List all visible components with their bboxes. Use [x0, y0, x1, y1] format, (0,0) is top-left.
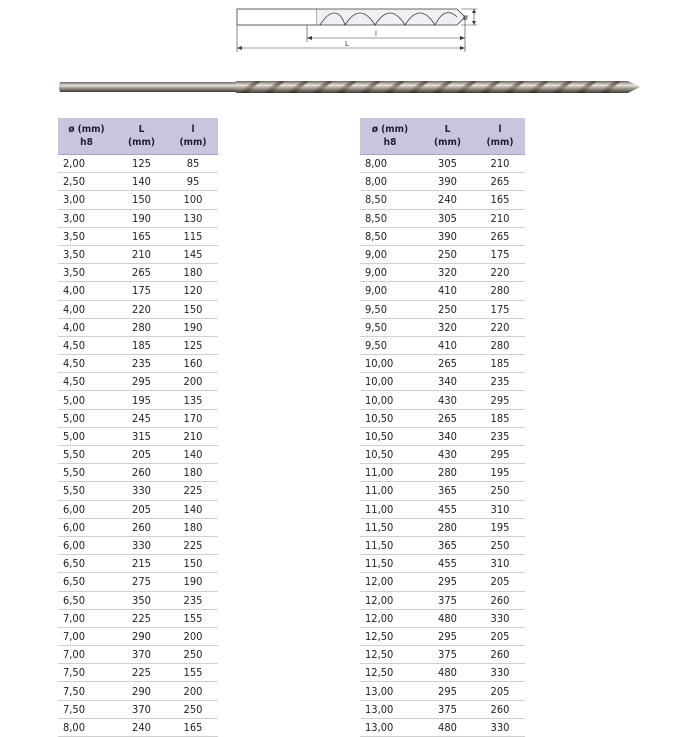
cell-total-length: 320 — [420, 318, 475, 336]
table-row — [58, 446, 218, 464]
cell-flute-length: 235 — [475, 427, 525, 445]
cell-diameter: 4,00 — [58, 282, 115, 300]
table-row — [360, 718, 525, 736]
table-row — [360, 573, 525, 591]
cell-flute-length: 310 — [475, 500, 525, 518]
cell-total-length: 295 — [420, 573, 475, 591]
cell-total-length: 370 — [115, 700, 168, 718]
table-row — [360, 446, 525, 464]
cell-flute-length: 155 — [168, 664, 218, 682]
cell-diameter: 6,50 — [58, 573, 115, 591]
cell-flute-length: 140 — [168, 500, 218, 518]
table-row — [360, 209, 525, 227]
cell-diameter: 7,00 — [58, 646, 115, 664]
cell-diameter: 9,00 — [360, 245, 420, 263]
table-row — [360, 682, 525, 700]
cell-flute-length: 235 — [475, 373, 525, 391]
cell-total-length: 320 — [420, 264, 475, 282]
table-row — [58, 682, 218, 700]
overall-length-label: L — [345, 40, 349, 48]
cell-diameter: 6,00 — [58, 518, 115, 536]
cell-flute-length: 170 — [168, 409, 218, 427]
cell-flute-length: 185 — [475, 355, 525, 373]
cell-diameter: 11,00 — [360, 464, 420, 482]
cell-total-length: 215 — [115, 555, 168, 573]
cell-total-length: 370 — [115, 646, 168, 664]
cell-diameter: 8,50 — [360, 227, 420, 245]
table-row — [58, 664, 218, 682]
cell-flute-length: 140 — [168, 446, 218, 464]
cell-flute-length: 195 — [475, 518, 525, 536]
cell-total-length: 150 — [115, 191, 168, 209]
cell-total-length: 390 — [420, 227, 475, 245]
cell-total-length: 235 — [115, 355, 168, 373]
cell-flute-length: 295 — [475, 391, 525, 409]
cell-total-length: 225 — [115, 609, 168, 627]
cell-total-length: 410 — [420, 336, 475, 354]
drill-size-table-left — [58, 118, 218, 737]
table-row — [360, 464, 525, 482]
cell-flute-length: 250 — [475, 482, 525, 500]
cell-flute-length: 220 — [475, 264, 525, 282]
cell-flute-length: 330 — [475, 609, 525, 627]
cell-total-length: 330 — [115, 536, 168, 554]
table-row — [58, 373, 218, 391]
cell-diameter: 6,00 — [58, 536, 115, 554]
header-total-length: L (mm) — [115, 118, 168, 155]
cell-diameter: 11,50 — [360, 536, 420, 554]
table-row — [58, 409, 218, 427]
cell-flute-length: 235 — [168, 591, 218, 609]
table-row — [360, 627, 525, 645]
table-row — [58, 464, 218, 482]
cell-total-length: 220 — [115, 300, 168, 318]
cell-flute-length: 265 — [475, 227, 525, 245]
cell-diameter: 7,50 — [58, 700, 115, 718]
table-header-row — [360, 118, 525, 155]
cell-flute-length: 295 — [475, 446, 525, 464]
cell-flute-length: 190 — [168, 573, 218, 591]
table-row — [360, 536, 525, 554]
table-row — [58, 191, 218, 209]
cell-diameter: 13,00 — [360, 682, 420, 700]
cell-flute-length: 115 — [168, 227, 218, 245]
cell-total-length: 480 — [420, 609, 475, 627]
cell-diameter: 4,00 — [58, 318, 115, 336]
cell-total-length: 295 — [115, 373, 168, 391]
cell-flute-length: 330 — [475, 664, 525, 682]
table-row — [58, 500, 218, 518]
cell-flute-length: 100 — [168, 191, 218, 209]
cell-total-length: 205 — [115, 500, 168, 518]
table-row — [360, 555, 525, 573]
cell-flute-length: 205 — [475, 573, 525, 591]
cell-flute-length: 210 — [475, 209, 525, 227]
cell-flute-length: 250 — [168, 700, 218, 718]
cell-diameter: 11,00 — [360, 500, 420, 518]
cell-flute-length: 225 — [168, 536, 218, 554]
table-row — [58, 555, 218, 573]
table-row — [58, 536, 218, 554]
table-row — [58, 318, 218, 336]
table-row — [58, 718, 218, 736]
cell-total-length: 250 — [420, 300, 475, 318]
cell-flute-length: 150 — [168, 555, 218, 573]
cell-flute-length: 220 — [475, 318, 525, 336]
cell-flute-length: 190 — [168, 318, 218, 336]
cell-flute-length: 205 — [475, 627, 525, 645]
cell-total-length: 375 — [420, 646, 475, 664]
cell-total-length: 240 — [115, 718, 168, 736]
table-row — [58, 282, 218, 300]
cell-diameter: 5,00 — [58, 409, 115, 427]
cell-diameter: 11,50 — [360, 518, 420, 536]
cell-diameter: 10,00 — [360, 355, 420, 373]
cell-total-length: 265 — [115, 264, 168, 282]
cell-diameter: 11,00 — [360, 482, 420, 500]
cell-total-length: 305 — [420, 155, 475, 173]
flute-length-label: l — [375, 30, 377, 38]
cell-flute-length: 265 — [475, 173, 525, 191]
cell-flute-length: 250 — [475, 536, 525, 554]
cell-total-length: 340 — [420, 427, 475, 445]
cell-total-length: 240 — [420, 191, 475, 209]
cell-diameter: 8,00 — [58, 718, 115, 736]
cell-diameter: 5,50 — [58, 482, 115, 500]
cell-flute-length: 185 — [475, 409, 525, 427]
table-row — [58, 482, 218, 500]
cell-total-length: 375 — [420, 700, 475, 718]
cell-flute-length: 330 — [475, 718, 525, 736]
cell-flute-length: 125 — [168, 336, 218, 354]
table-row — [58, 355, 218, 373]
cell-flute-length: 145 — [168, 245, 218, 263]
table-row — [58, 427, 218, 445]
cell-flute-length: 135 — [168, 391, 218, 409]
cell-diameter: 9,50 — [360, 300, 420, 318]
cell-total-length: 280 — [115, 318, 168, 336]
cell-diameter: 13,00 — [360, 718, 420, 736]
cell-diameter: 3,50 — [58, 245, 115, 263]
cell-flute-length: 225 — [168, 482, 218, 500]
cell-total-length: 295 — [420, 627, 475, 645]
cell-total-length: 265 — [420, 355, 475, 373]
table-row — [58, 300, 218, 318]
cell-total-length: 295 — [420, 682, 475, 700]
cell-total-length: 280 — [420, 464, 475, 482]
cell-diameter: 4,50 — [58, 355, 115, 373]
cell-total-length: 210 — [115, 245, 168, 263]
cell-total-length: 260 — [115, 518, 168, 536]
cell-total-length: 330 — [115, 482, 168, 500]
cell-flute-length: 260 — [475, 591, 525, 609]
cell-diameter: 10,50 — [360, 409, 420, 427]
table-row — [58, 573, 218, 591]
cell-diameter: 12,00 — [360, 591, 420, 609]
cell-total-length: 350 — [115, 591, 168, 609]
cell-diameter: 10,50 — [360, 427, 420, 445]
table-row — [58, 173, 218, 191]
cell-flute-length: 180 — [168, 264, 218, 282]
cell-flute-length: 175 — [475, 245, 525, 263]
cell-diameter: 13,00 — [360, 700, 420, 718]
cell-diameter: 6,50 — [58, 555, 115, 573]
table-row — [58, 700, 218, 718]
table-row — [58, 646, 218, 664]
cell-flute-length: 85 — [168, 155, 218, 173]
cell-total-length: 225 — [115, 664, 168, 682]
cell-diameter: 12,00 — [360, 573, 420, 591]
table-row — [58, 227, 218, 245]
cell-diameter: 3,00 — [58, 209, 115, 227]
cell-total-length: 480 — [420, 718, 475, 736]
cell-diameter: 8,00 — [360, 173, 420, 191]
cell-flute-length: 260 — [475, 646, 525, 664]
cell-total-length: 375 — [420, 591, 475, 609]
cell-diameter: 4,50 — [58, 373, 115, 391]
table-row — [360, 264, 525, 282]
cell-flute-length: 150 — [168, 300, 218, 318]
cell-flute-length: 260 — [475, 700, 525, 718]
table-row — [360, 373, 525, 391]
cell-diameter: 12,50 — [360, 646, 420, 664]
cell-total-length: 250 — [420, 245, 475, 263]
cell-flute-length: 165 — [475, 191, 525, 209]
cell-flute-length: 210 — [168, 427, 218, 445]
cell-diameter: 12,00 — [360, 609, 420, 627]
cell-diameter: 9,50 — [360, 318, 420, 336]
cell-diameter: 4,50 — [58, 336, 115, 354]
table-row — [360, 155, 525, 173]
cell-total-length: 205 — [115, 446, 168, 464]
table-row — [360, 518, 525, 536]
cell-diameter: 3,50 — [58, 227, 115, 245]
cell-diameter: 10,50 — [360, 446, 420, 464]
table-row — [360, 282, 525, 300]
table-row — [360, 591, 525, 609]
cell-total-length: 390 — [420, 173, 475, 191]
cell-total-length: 260 — [115, 464, 168, 482]
cell-total-length: 365 — [420, 482, 475, 500]
cell-diameter: 2,00 — [58, 155, 115, 173]
table-row — [58, 209, 218, 227]
table-row — [58, 264, 218, 282]
cell-flute-length: 175 — [475, 300, 525, 318]
cell-total-length: 430 — [420, 446, 475, 464]
table-row — [360, 609, 525, 627]
cell-flute-length: 160 — [168, 355, 218, 373]
cell-diameter: 6,00 — [58, 500, 115, 518]
table-row — [360, 482, 525, 500]
cell-diameter: 7,50 — [58, 682, 115, 700]
cell-total-length: 290 — [115, 682, 168, 700]
table-row — [58, 155, 218, 173]
table-row — [360, 391, 525, 409]
table-row — [360, 300, 525, 318]
table-row — [58, 336, 218, 354]
cell-total-length: 340 — [420, 373, 475, 391]
cell-flute-length: 155 — [168, 609, 218, 627]
table-header-row — [58, 118, 218, 155]
cell-flute-length: 130 — [168, 209, 218, 227]
cell-total-length: 480 — [420, 664, 475, 682]
cell-flute-length: 200 — [168, 682, 218, 700]
table-row — [360, 409, 525, 427]
cell-diameter: 8,00 — [360, 155, 420, 173]
cell-flute-length: 180 — [168, 464, 218, 482]
cell-total-length: 125 — [115, 155, 168, 173]
header-diameter: ø (mm) h8 — [58, 118, 115, 155]
cell-diameter: 8,50 — [360, 191, 420, 209]
cell-diameter: 6,50 — [58, 591, 115, 609]
cell-flute-length: 280 — [475, 336, 525, 354]
cell-diameter: 3,50 — [58, 264, 115, 282]
cell-flute-length: 200 — [168, 627, 218, 645]
table-row — [360, 318, 525, 336]
cell-diameter: 9,00 — [360, 264, 420, 282]
cell-flute-length: 195 — [475, 464, 525, 482]
cell-total-length: 305 — [420, 209, 475, 227]
cell-diameter: 4,00 — [58, 300, 115, 318]
cell-flute-length: 310 — [475, 555, 525, 573]
table-row — [58, 245, 218, 263]
header-total-length: L (mm) — [420, 118, 475, 155]
table-row — [58, 609, 218, 627]
cell-flute-length: 205 — [475, 682, 525, 700]
cell-diameter: 10,00 — [360, 391, 420, 409]
table-row — [360, 245, 525, 263]
cell-diameter: 3,00 — [58, 191, 115, 209]
cell-diameter: 10,00 — [360, 373, 420, 391]
cell-flute-length: 120 — [168, 282, 218, 300]
cell-total-length: 165 — [115, 227, 168, 245]
cell-total-length: 455 — [420, 500, 475, 518]
cell-diameter: 7,00 — [58, 609, 115, 627]
cell-diameter: 7,00 — [58, 627, 115, 645]
cell-diameter: 9,00 — [360, 282, 420, 300]
header-flute-length: l (mm) — [168, 118, 218, 155]
cell-flute-length: 250 — [168, 646, 218, 664]
cell-total-length: 455 — [420, 555, 475, 573]
cell-diameter: 5,50 — [58, 464, 115, 482]
table-row — [360, 191, 525, 209]
cell-diameter: 8,50 — [360, 209, 420, 227]
drill-dimension-diagram — [225, 0, 480, 56]
header-flute-length: l (mm) — [475, 118, 525, 155]
table-row — [360, 427, 525, 445]
table-row — [360, 355, 525, 373]
cell-total-length: 245 — [115, 409, 168, 427]
cell-total-length: 365 — [420, 536, 475, 554]
cell-total-length: 195 — [115, 391, 168, 409]
cell-diameter: 12,50 — [360, 664, 420, 682]
cell-total-length: 185 — [115, 336, 168, 354]
table-row — [58, 391, 218, 409]
table-row — [360, 646, 525, 664]
cell-diameter: 5,00 — [58, 391, 115, 409]
cell-total-length: 315 — [115, 427, 168, 445]
cell-diameter: 12,50 — [360, 627, 420, 645]
header-diameter: ø (mm) h8 — [360, 118, 420, 155]
drill-bit-image — [58, 74, 643, 100]
cell-flute-length: 180 — [168, 518, 218, 536]
cell-diameter: 9,50 — [360, 336, 420, 354]
table-row — [58, 627, 218, 645]
cell-flute-length: 280 — [475, 282, 525, 300]
cell-total-length: 140 — [115, 173, 168, 191]
cell-total-length: 280 — [420, 518, 475, 536]
cell-flute-length: 200 — [168, 373, 218, 391]
cell-total-length: 430 — [420, 391, 475, 409]
table-row — [360, 500, 525, 518]
cell-total-length: 410 — [420, 282, 475, 300]
cell-total-length: 290 — [115, 627, 168, 645]
table-row — [360, 173, 525, 191]
cell-flute-length: 165 — [168, 718, 218, 736]
cell-diameter: 5,00 — [58, 427, 115, 445]
drill-size-table-right — [360, 118, 525, 737]
cell-diameter: 11,50 — [360, 555, 420, 573]
cell-diameter: 5,50 — [58, 446, 115, 464]
cell-flute-length: 210 — [475, 155, 525, 173]
cell-total-length: 275 — [115, 573, 168, 591]
table-row — [360, 227, 525, 245]
cell-flute-length: 95 — [168, 173, 218, 191]
cell-total-length: 190 — [115, 209, 168, 227]
cell-total-length: 175 — [115, 282, 168, 300]
table-row — [360, 664, 525, 682]
table-row — [58, 591, 218, 609]
table-row — [58, 518, 218, 536]
diameter-label: ø — [463, 13, 468, 22]
cell-diameter: 2,50 — [58, 173, 115, 191]
cell-diameter: 7,50 — [58, 664, 115, 682]
cell-total-length: 265 — [420, 409, 475, 427]
table-row — [360, 700, 525, 718]
table-row — [360, 336, 525, 354]
